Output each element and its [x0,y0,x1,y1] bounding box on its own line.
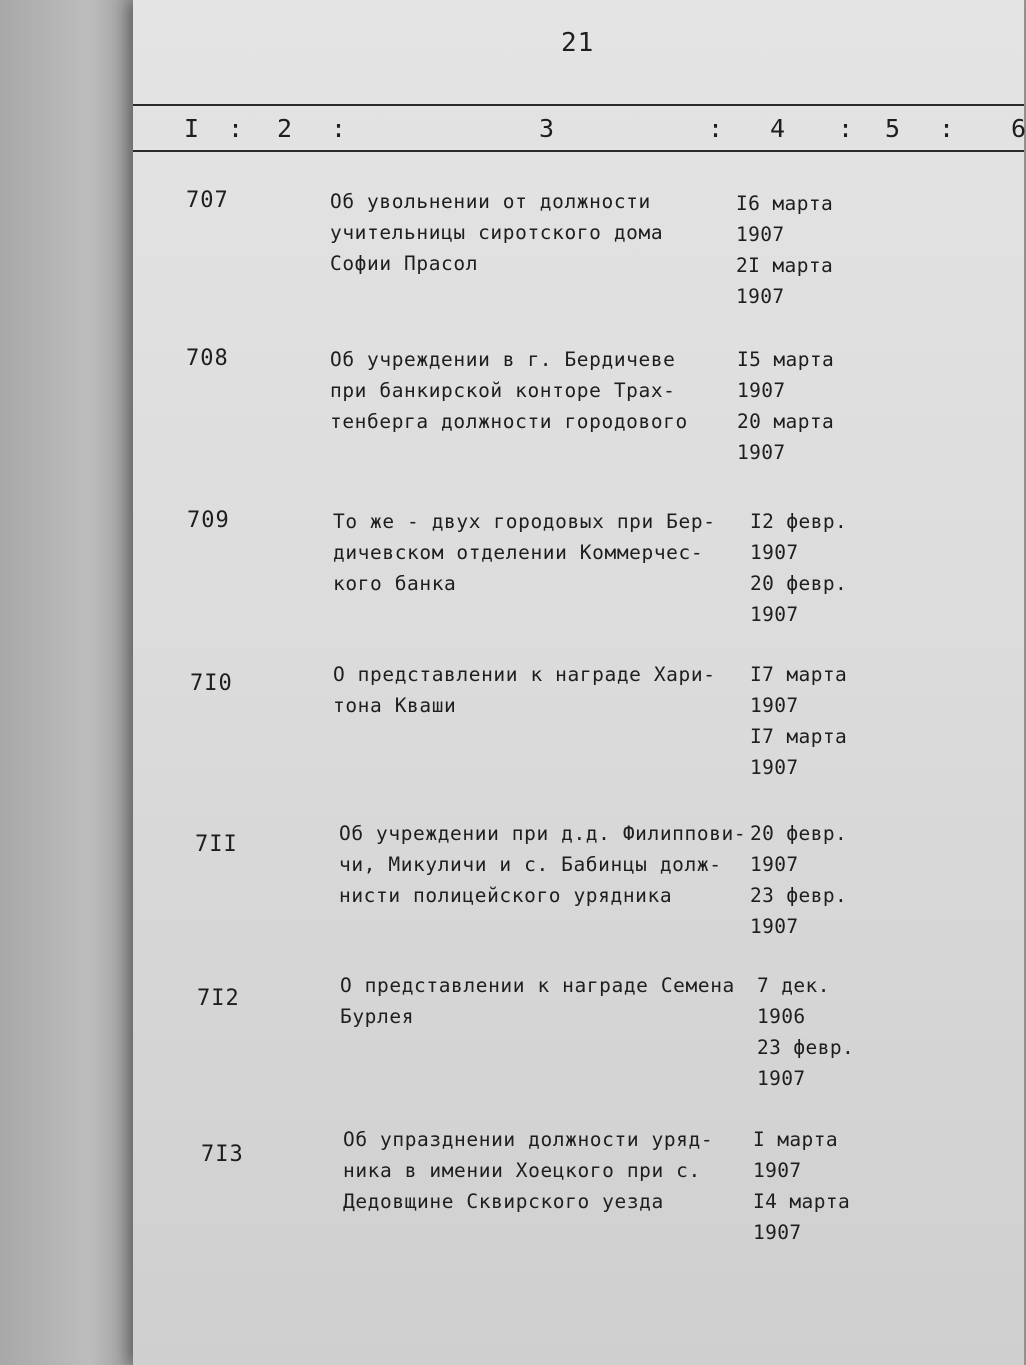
page-number: 21 [561,28,595,58]
entry-dates [757,970,854,1094]
entry-description [330,186,663,279]
entry-description [330,344,688,437]
column-header-2: 2 [277,114,293,143]
description-line: дичевском отделении Коммерчес- [333,541,704,564]
description-line: тона Кваши [333,694,457,717]
entry-number: 708 [186,346,229,371]
start-year: 1907 [750,541,799,564]
header-top-rule [133,104,1024,106]
start-year: 1907 [750,853,799,876]
description-line: кого банка [333,572,457,595]
end-date: 2I марта [736,254,834,277]
entry-dates [753,1124,850,1248]
entry-number: 7I3 [201,1142,244,1167]
end-year: 1907 [737,441,786,464]
end-year: 1907 [750,603,799,626]
start-year: 1907 [753,1159,802,1182]
end-year: 1907 [757,1067,806,1090]
column-header-6: 6 [1011,114,1026,143]
start-date: I6 марта [736,192,834,215]
end-year: 1907 [750,915,799,938]
entry-number: 707 [186,188,229,213]
column-separator: : [228,114,244,143]
header-bottom-rule [133,150,1024,152]
description-line: тенберга должности городового [330,410,688,433]
column-header-5: 5 [885,114,901,143]
entry-dates [736,188,833,312]
start-year: 1907 [750,694,799,717]
description-line: О представлении к награде Хари- [333,663,716,686]
end-year: 1907 [736,285,785,308]
start-date: 7 дек. [757,974,830,997]
column-separator: : [708,114,724,143]
column-separator: : [331,114,347,143]
entry-number: 7I2 [197,986,240,1011]
underlying-page-edge [0,0,150,1365]
column-header-1: I [184,114,200,143]
start-date: I7 марта [750,663,848,686]
description-line: Об упразднении должности уряд- [343,1128,714,1151]
entry-description [339,818,746,911]
end-date: 23 февр. [750,884,848,907]
description-line: То же - двух городовых при Бер- [333,510,716,533]
start-year: 1906 [757,1005,806,1028]
column-header-4: 4 [770,114,786,143]
end-year: 1907 [750,756,799,779]
end-date: I7 марта [750,725,848,748]
start-year: 1907 [737,379,786,402]
description-line: учительницы сиротского дома [330,221,664,244]
end-date: 23 февр. [757,1036,855,1059]
entry-description [333,506,716,599]
start-year: 1907 [736,223,785,246]
entry-description [343,1124,713,1217]
entry-number: 7I0 [190,671,233,696]
description-line: Об увольнении от должности [330,190,651,213]
entry-description [333,659,716,721]
document-page [133,0,1024,1365]
entry-dates [750,818,847,942]
description-line: Дедовщине Сквирского уезда [343,1190,664,1213]
description-line: ника в имении Хоецкого при с. [343,1159,701,1182]
column-separator: : [838,114,854,143]
entry-number: 709 [187,508,230,533]
description-line: Об учреждении при д.д. Филиппови- [339,822,747,845]
column-separator: : [939,114,955,143]
description-line: при банкирской конторе Трах- [330,379,676,402]
description-line: нисти полицейского урядника [339,884,673,907]
end-date: I4 марта [753,1190,851,1213]
start-date: I2 февр. [750,510,848,533]
start-date: I марта [753,1128,838,1151]
entry-dates [737,344,834,468]
column-header-3: 3 [539,114,555,143]
description-line: Об учреждении в г. Бердичеве [330,348,676,371]
entry-dates [750,659,847,783]
end-date: 20 марта [737,410,835,433]
entry-number: 7II [195,832,238,857]
end-date: 20 февр. [750,572,848,595]
end-year: 1907 [753,1221,802,1244]
start-date: 20 февр. [750,822,848,845]
description-line: О представлении к награде Семена [340,974,735,997]
start-date: I5 марта [737,348,835,371]
description-line: чи, Микуличи и с. Бабинцы долж- [339,853,722,876]
entry-description [340,970,735,1032]
description-line: Софии Прасол [330,252,479,275]
entry-dates [750,506,847,630]
description-line: Бурлея [340,1005,415,1028]
